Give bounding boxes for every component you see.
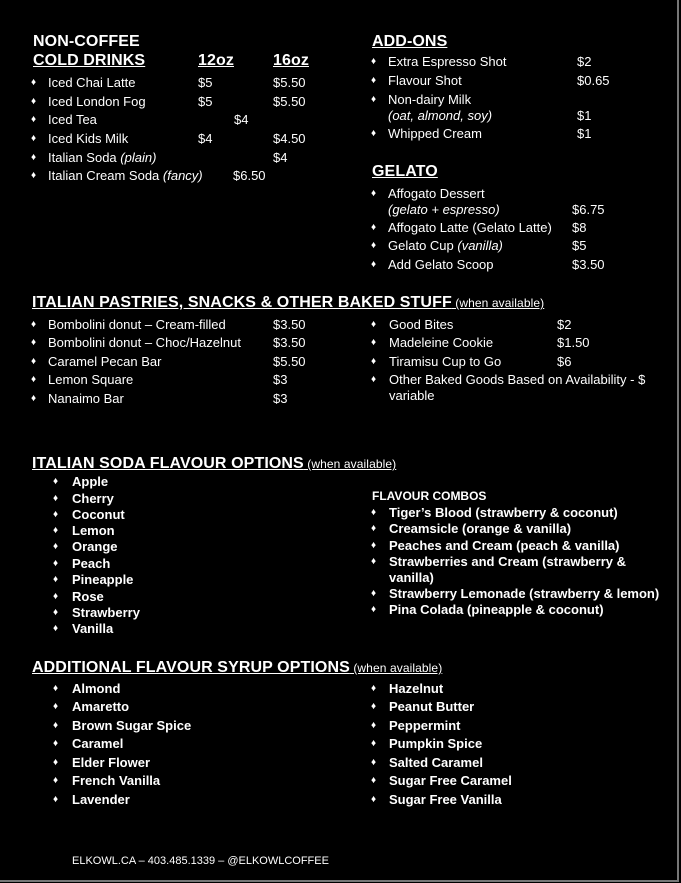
item-price: $1 — [577, 126, 592, 141]
item-name: Lemon Square — [48, 372, 134, 387]
item-name: Affogato Latte (Gelato Latte) — [388, 220, 552, 235]
col-12oz: 12oz — [198, 52, 234, 69]
price-12oz: $4 — [198, 131, 213, 146]
item-name: Lemon — [72, 523, 115, 538]
item-name: Pumpkin Spice — [389, 736, 483, 751]
diamond-icon: ♦ — [371, 337, 377, 348]
diamond-icon: ♦ — [53, 701, 59, 712]
item-name-cont: variable — [389, 388, 435, 403]
item-name: Strawberry — [72, 605, 140, 620]
diamond-icon: ♦ — [31, 170, 37, 181]
item-name: Iced London Fog — [48, 94, 146, 109]
diamond-icon: ♦ — [371, 56, 377, 67]
diamond-icon: ♦ — [53, 509, 59, 520]
diamond-icon: ♦ — [31, 319, 37, 330]
diamond-icon: ♦ — [371, 259, 377, 270]
diamond-icon: ♦ — [53, 541, 59, 552]
item-price: $3 — [273, 372, 288, 387]
diamond-icon: ♦ — [31, 356, 37, 367]
diamond-icon: ♦ — [53, 574, 59, 585]
diamond-icon: ♦ — [371, 188, 377, 199]
item-name: Iced Chai Latte — [48, 75, 136, 90]
item-name: Almond — [72, 681, 121, 696]
item-name: Pineapple — [72, 572, 134, 587]
item-name: Apple — [72, 474, 109, 489]
item-name: Non-dairy Milk — [388, 92, 472, 107]
cold-drinks-title: COLD DRINKS — [33, 52, 146, 69]
diamond-icon: ♦ — [53, 623, 59, 634]
diamond-icon: ♦ — [53, 558, 59, 569]
diamond-icon: ♦ — [371, 128, 377, 139]
diamond-icon: ♦ — [31, 152, 37, 163]
item-name: Affogato Dessert — [388, 186, 485, 201]
item-name: Add Gelato Scoop — [388, 257, 494, 272]
diamond-icon: ♦ — [371, 222, 377, 233]
item-name: Caramel Pecan Bar — [48, 354, 162, 369]
item-name: Salted Caramel — [389, 755, 483, 770]
syrups-title: ADDITIONAL FLAVOUR SYRUP OPTIONS (when available) — [32, 659, 443, 676]
price-16oz: $4 — [273, 150, 288, 165]
noncoffee-title: NON-COFFEE — [33, 33, 140, 50]
item-name: Cherry — [72, 491, 114, 506]
diamond-icon: ♦ — [371, 540, 377, 551]
item-price: $1.50 — [557, 335, 590, 350]
diamond-icon: ♦ — [371, 683, 377, 694]
diamond-icon: ♦ — [371, 319, 377, 330]
item-name: Good Bites — [389, 317, 454, 332]
item-name: Elder Flower — [72, 755, 151, 770]
gelato-title: GELATO — [372, 163, 438, 180]
diamond-icon: ♦ — [371, 738, 377, 749]
item-price: $3.50 — [273, 335, 306, 350]
item-name: Peanut Butter — [389, 699, 475, 714]
item-name: Brown Sugar Spice — [72, 718, 192, 733]
item-name: Tiger’s Blood (strawberry & coconut) — [389, 505, 618, 520]
diamond-icon: ♦ — [371, 240, 377, 251]
item-name: Iced Tea — [48, 112, 97, 127]
item-name: Strawberries and Cream (strawberry & — [389, 554, 626, 569]
item-name: Nanaimo Bar — [48, 391, 124, 406]
diamond-icon: ♦ — [53, 720, 59, 731]
price-12oz: $5 — [198, 75, 213, 90]
item-name: Amaretto — [72, 699, 130, 714]
diamond-icon: ♦ — [31, 114, 37, 125]
item-name: Sugar Free Vanilla — [389, 792, 502, 807]
col-16oz: 16oz — [273, 52, 309, 69]
diamond-icon: ♦ — [371, 556, 377, 567]
diamond-icon: ♦ — [371, 794, 377, 805]
item-name-cont: vanilla) — [389, 570, 434, 585]
item-price: $5 — [572, 238, 587, 253]
diamond-icon: ♦ — [31, 77, 37, 88]
diamond-icon: ♦ — [53, 794, 59, 805]
item-name: Peach — [72, 556, 111, 571]
item-note: (oat, almond, soy) — [388, 108, 493, 123]
item-name: Italian Soda (plain) — [48, 150, 157, 165]
diamond-icon: ♦ — [31, 133, 37, 144]
item-price: $3.50 — [273, 317, 306, 332]
item-name: Caramel — [72, 736, 124, 751]
item-name: Whipped Cream — [388, 126, 482, 141]
item-price: $1 — [577, 108, 592, 123]
item-name: Hazelnut — [389, 681, 444, 696]
item-name: Other Baked Goods Based on Availability - $ — [389, 372, 646, 387]
item-price: $2 — [557, 317, 572, 332]
price-12oz: $5 — [198, 94, 213, 109]
item-note: (gelato + espresso) — [388, 202, 500, 217]
item-price: $4 — [234, 112, 249, 127]
price-16oz: $5.50 — [273, 94, 306, 109]
item-name: Madeleine Cookie — [389, 335, 494, 350]
item-name: Rose — [72, 589, 104, 604]
diamond-icon: ♦ — [371, 588, 377, 599]
item-price: $2 — [577, 54, 592, 69]
diamond-icon: ♦ — [371, 775, 377, 786]
diamond-icon: ♦ — [371, 701, 377, 712]
item-name: Flavour Shot — [388, 73, 462, 88]
price-16oz: $5.50 — [273, 75, 306, 90]
item-price: $3 — [273, 391, 288, 406]
diamond-icon: ♦ — [53, 607, 59, 618]
item-name: Bombolini donut – Choc/Hazelnut — [48, 335, 241, 350]
item-price: $0.65 — [577, 73, 610, 88]
diamond-icon: ♦ — [371, 757, 377, 768]
item-price: $3.50 — [572, 257, 605, 272]
diamond-icon: ♦ — [371, 523, 377, 534]
diamond-icon: ♦ — [31, 374, 37, 385]
diamond-icon: ♦ — [53, 683, 59, 694]
item-name: Lavender — [72, 792, 130, 807]
soda-title: ITALIAN SODA FLAVOUR OPTIONS (when available) — [32, 455, 397, 472]
item-name: Coconut — [72, 507, 125, 522]
item-price: $6.75 — [572, 202, 605, 217]
item-name: Sugar Free Caramel — [389, 773, 512, 788]
diamond-icon: ♦ — [53, 738, 59, 749]
item-name: Extra Espresso Shot — [388, 54, 507, 69]
addons-title: ADD-ONS — [372, 33, 448, 50]
item-price: $5.50 — [273, 354, 306, 369]
item-name: French Vanilla — [72, 773, 161, 788]
diamond-icon: ♦ — [371, 75, 377, 86]
item-price: $6.50 — [233, 168, 266, 183]
diamond-icon: ♦ — [53, 525, 59, 536]
diamond-icon: ♦ — [53, 775, 59, 786]
item-name: Italian Cream Soda (fancy) — [48, 168, 203, 183]
item-price: $8 — [572, 220, 587, 235]
diamond-icon: ♦ — [31, 393, 37, 404]
diamond-icon: ♦ — [31, 96, 37, 107]
item-name: Vanilla — [72, 621, 114, 636]
item-name: Strawberry Lemonade (strawberry & lemon) — [389, 586, 660, 601]
diamond-icon: ♦ — [371, 720, 377, 731]
diamond-icon: ♦ — [371, 356, 377, 367]
price-16oz: $4.50 — [273, 131, 306, 146]
item-name: Iced Kids Milk — [48, 131, 129, 146]
pastries-title: ITALIAN PASTRIES, SNACKS & OTHER BAKED STUFF (when available) — [32, 294, 545, 311]
diamond-icon: ♦ — [371, 374, 377, 385]
diamond-icon: ♦ — [31, 337, 37, 348]
combos-title: FLAVOUR COMBOS — [372, 489, 487, 503]
item-name: Tiramisu Cup to Go — [389, 354, 502, 369]
diamond-icon: ♦ — [371, 94, 377, 105]
item-price: $6 — [557, 354, 572, 369]
diamond-icon: ♦ — [371, 604, 377, 615]
item-name: Peppermint — [389, 718, 461, 733]
diamond-icon: ♦ — [53, 476, 59, 487]
item-name: Creamsicle (orange & vanilla) — [389, 521, 572, 536]
item-name: Peaches and Cream (peach & vanilla) — [389, 538, 620, 553]
item-name: Bombolini donut – Cream-filled — [48, 317, 226, 332]
diamond-icon: ♦ — [53, 493, 59, 504]
diamond-icon: ♦ — [371, 507, 377, 518]
footer-contact: ELKOWL.CA – 403.485.1339 – @ELKOWLCOFFEE — [72, 855, 329, 867]
item-name: Orange — [72, 539, 118, 554]
item-name: Pina Colada (pineapple & coconut) — [389, 602, 604, 617]
diamond-icon: ♦ — [53, 591, 59, 602]
item-name: Gelato Cup (vanilla) — [388, 238, 503, 253]
diamond-icon: ♦ — [53, 757, 59, 768]
